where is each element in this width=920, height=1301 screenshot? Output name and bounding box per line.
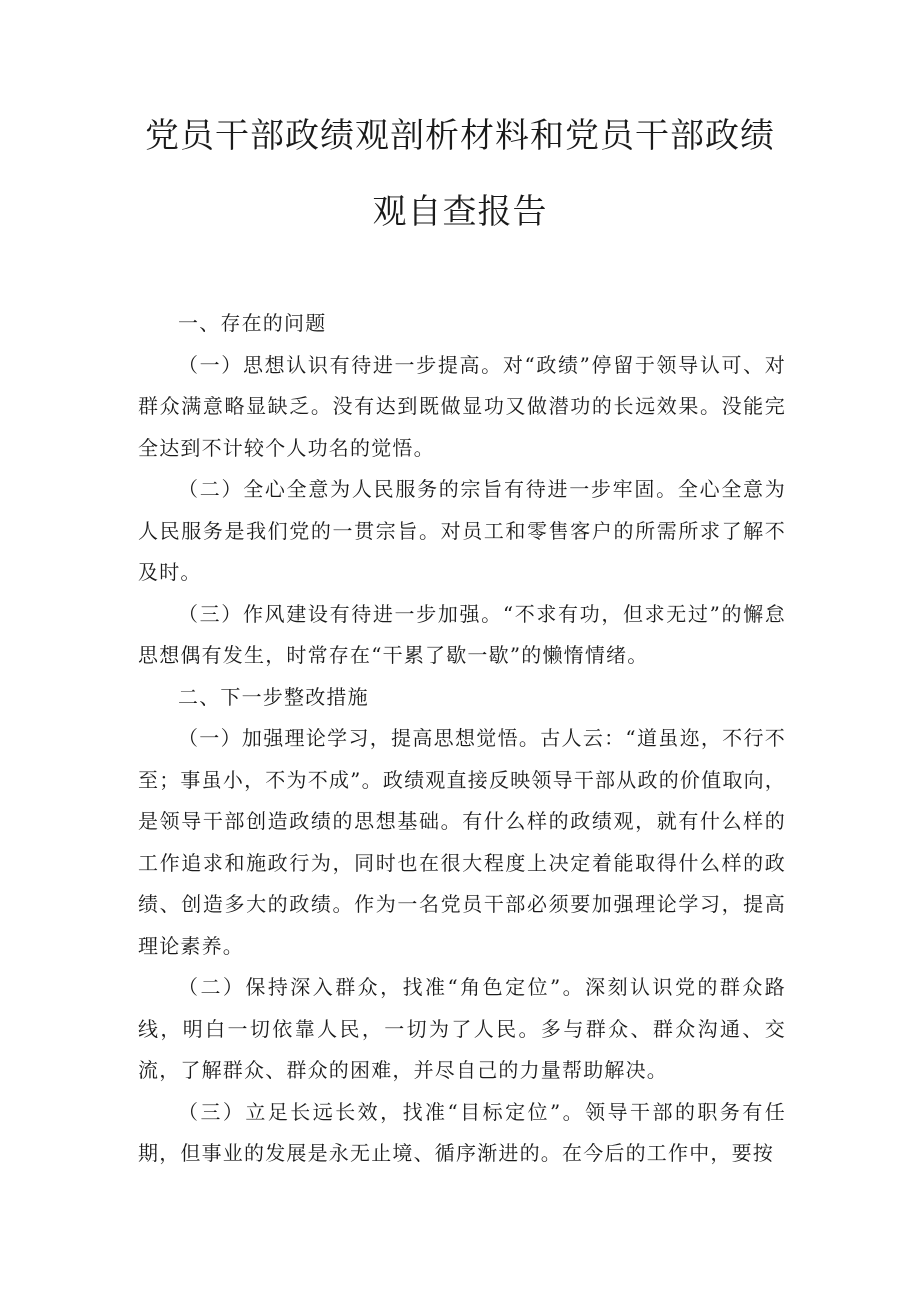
section-heading-measures: 二、下一步整改措施 [178, 684, 369, 709]
paragraph: （一）加强理论学习，提高思想觉悟。古人云：“道虽迩，不行不至；事虽小，不为不成”。政绩观直接反映领导干部从政的价值取向，是领导干部创造政绩的思想基础。有什么样的政绩观，就有什么样的工作追求和施政行为，同时也在很大程度上决定着能取得什么样的政绩、创造多大的政绩。作为一名党员干部必须要加强理论学习，提高理论素养。 [138, 726, 786, 958]
paragraph: （三）立足长远长效，找准“目标定位”。领导干部的职务有任期，但事业的发展是永无止境、循序渐进的。在今后的工作中，要按 [138, 1099, 786, 1165]
paragraph: （二）保持深入群众，找准“角色定位”。深刻认识党的群众路线，明白一切依靠人民，一切为了人民。多与群众、群众沟通、交流，了解群众、群众的困难，并尽自己的力量帮助解决。 [138, 975, 786, 1082]
paragraph: （一）思想认识有待进一步提高。对“政绩”停留于领导认可、对群众满意略显缺乏。没有达到既做显功又做潜功的长远效果。没能完全达到不计较个人功名的觉悟。 [138, 352, 786, 460]
paragraph: （三）作风建设有待进一步加强。“不求有功，但求无过”的懈怠思想偶有发生，时常存在“干累了歇一歇”的懒惰情绪。 [138, 601, 786, 667]
document-body [138, 303, 786, 1175]
section-heading-problems: 一、存在的问题 [178, 311, 327, 335]
document-title: 党员干部政绩观剖析材料和党员干部政绩观自查报告 [145, 116, 775, 232]
paragraph: （二）全心全意为人民服务的宗旨有待进一步牢固。全心全意为人民服务是我们党的一贯宗旨。对员工和零售客户的所需所求了解不及时。 [138, 477, 786, 584]
